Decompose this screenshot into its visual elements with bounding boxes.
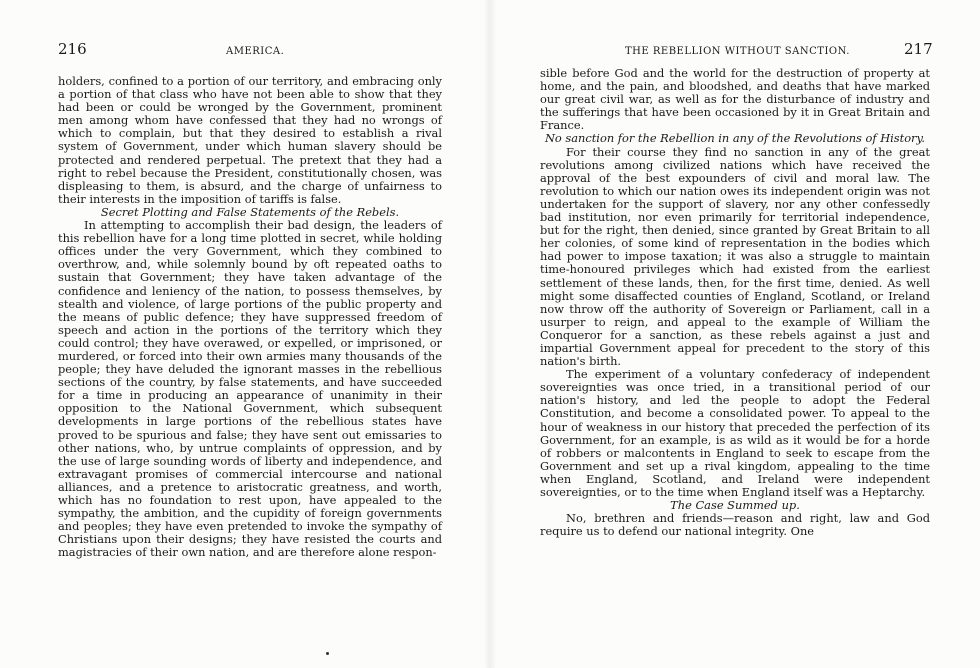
right-page (490, 0, 980, 668)
right-paragraph-4: No, brethren and friends—reason and right, law and God require us to defend our national integrity. One (540, 511, 930, 539)
right-paragraph-3: The experiment of a voluntary confederacy of independent sovereignties was once tried, in a transitional period of our nation's history, and led the people to adopt the Federal Constitution, and become a consolidated power. To appeal to the hour of weakness in our history that preceded the perfection of its Government, for an example, is as wild as it would be for a horde of robbers or malcontents in England to seek to escape from the Government and set up a rival kingdom, appealing to the time when England, Scotland, and Ireland were independent sovereignties, or to the time when England itself was a Heptarchy. (540, 367, 930, 499)
right-page-number: 217 (904, 40, 933, 58)
left-page-number: 216 (58, 40, 87, 58)
right-paragraph-2: For their course they find no sanction in any of the great revolutions among civilized nations which have received the approval of the best expounders of civil and moral law. The revolution to which our nation owes its independent origin was not undertaken for the support of slavery, nor any other confessedly bad institution, nor even primarily for territorial independence, but for the right, then denied, since granted by Great Britain to all her colonies, of some kind of representation in the bodies which had power to impose taxation; it was also a struggle to maintain time-honoured privileges which had existed from the earliest settlement of these lands, then, for the first time, denied. As well might some disaffected counties of England, Scotland, or Ireland now throw off the authority of Sovereign or Parliament, call in a usurper to reign, and appeal to the example of William the Conqueror for a sanction, as these rebels against a just and impartial Government appeal for precedent to the story of this nation's birth. (540, 144, 930, 369)
left-section-heading: Secret Plotting and False Statements of the Rebels. (100, 204, 400, 219)
print-speck (326, 652, 329, 655)
right-paragraph-1: sible before God and the world for the destruction of property at home, and the pain, and bloodshed, and deaths that have marked our great civil war, as well as for the disturbance of industry and the sufferings that have been occasioned by it in Great Britain and France. (540, 66, 930, 133)
left-running-head: AMERICA. (226, 46, 285, 57)
right-text-column (540, 67, 930, 538)
left-text-column (58, 75, 442, 559)
left-paragraph-1: holders, confined to a portion of our territory, and embracing only a portion of that class who have not been able to show that they had been or could be wronged by the Government, prominent men among whom have confessed that they had no wrongs of which to complain, but that they desired to establish a rival system of Government, under which human slavery should be protected and rendered perpetual. The pretext that they had a right to rebel because the President, constitutionally chosen, was displeasing to them, is absurd, and the charge of unfairness to their interests in the imposition of tariffs is false. (58, 74, 442, 206)
right-running-head: THE REBELLION WITHOUT SANCTION. (625, 46, 850, 57)
right-section-heading-2: The Case Summed up. (670, 498, 800, 513)
right-section-heading-1: No sanction for the Rebellion in any of the Revolutions of History. (544, 131, 926, 146)
left-paragraph-2: In attempting to accomplish their bad design, the leaders of this rebellion have for a long time plotted in secret, while holding offices under the very Government, which they combined to overthrow, and, while solemnly bound by oft repeated oaths to sustain that Government; they have taken advantage of the confidence and leniency of the nation, to possess themselves, by stealth and violence, of large portions of the public property and the means of public defence; they have suppressed freedom of speech and action in the portions of the territory which they could control; they have overawed, or expelled, or imprisoned, or murdered, or forced into their own armies many thousands of the people; they have deluded the ignorant masses in the rebellious sections of the country, by false statements, and have succeeded for a time in producing an appearance of unanimity in their opposition to the National Government, which subsequent developments in large portions of the rebellious states have proved to be spurious and false; they have sent out emissaries to other nations, who, by untrue complaints of oppression, and by the use of large sounding words of liberty and independence, and extravagant promises of commercial intercourse and national alliances, and a pretence to aristocratic greatness, and worth, which has no foundation to rest upon, have appealed to the sympathy, the ambition, and the cupidity of foreign governments and peoples; they have even pretended to invoke the sympathy of Christians upon their designs; they have resisted the courts and magistracies of their own nation, and are therefore alone respon- (58, 218, 442, 560)
